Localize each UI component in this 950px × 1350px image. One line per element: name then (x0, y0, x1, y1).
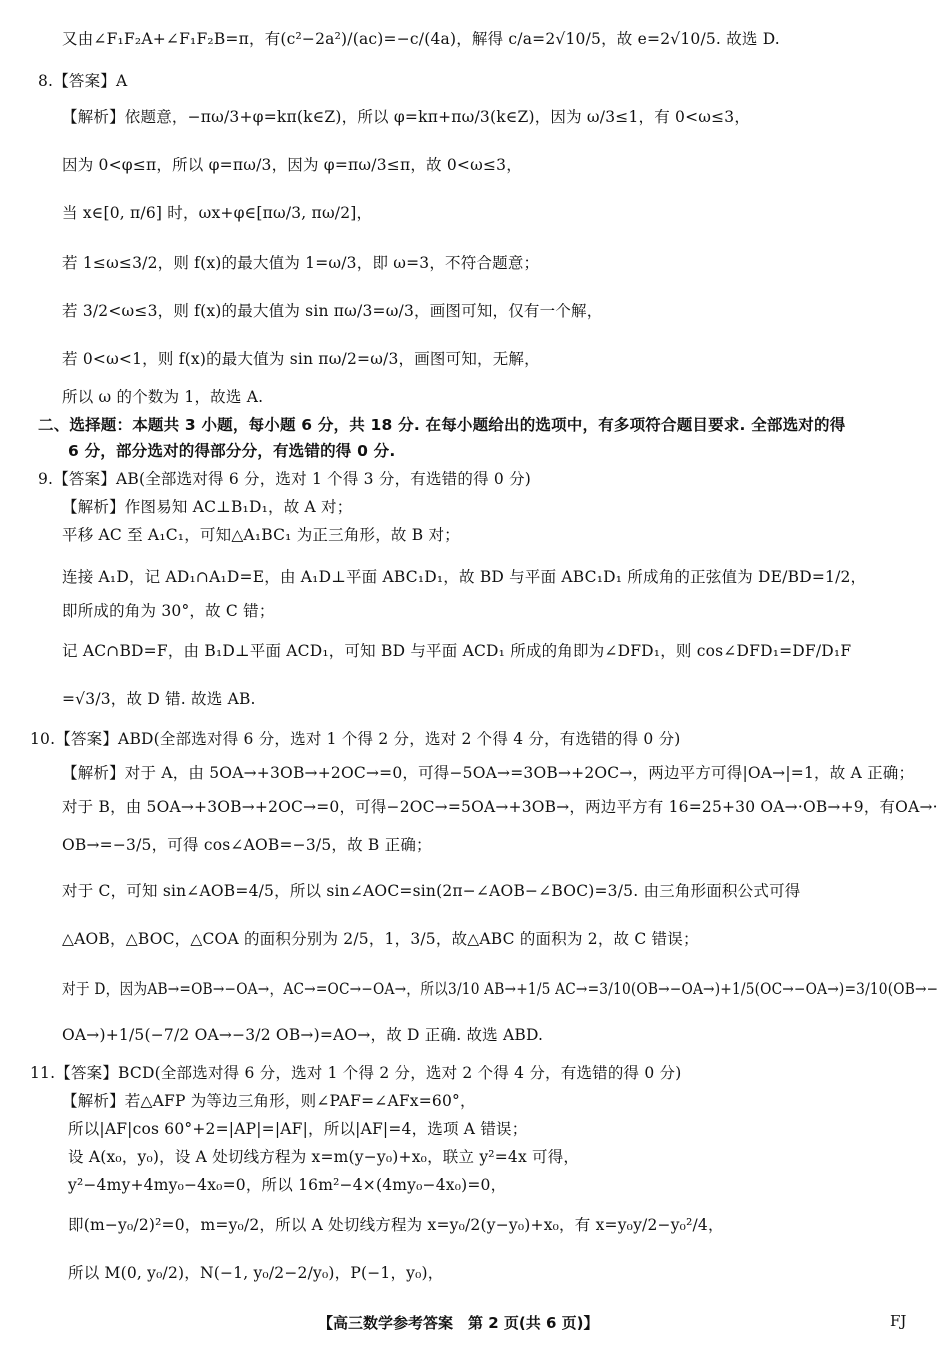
text-line: 若 0<ω<1，则 f(x)的最大值为 sin πω/2=ω/3，画图可知，无解， (62, 350, 540, 368)
text-line: 若 1≤ω≤3/2，则 f(x)的最大值为 1=ω/3，即 ω=3，不符合题意； (62, 254, 540, 272)
text-line: 当 x∈[0, π/6] 时，ωx+φ∈[πω/3, πω/2]， (62, 204, 373, 222)
text-line: △AOB，△BOC，△COA 的面积分别为 2/5，1，3/5，故△ABC 的面积为 2，故 C 错误； (62, 930, 699, 948)
text-line: 【解析】对于 A，由 5OA→+3OB→+2OC→=0，可得−5OA→=3OB→+2OC→，两边平方可得|OA→|=1，故 A 正确； (62, 764, 915, 782)
text-line: 【解析】作图易知 AC⊥B₁D₁，故 A 对； (62, 498, 353, 516)
text-line: 所以 ω 的个数为 1，故选 A. (62, 388, 264, 406)
text-line: 【解析】若△AFP 为等边三角形，则∠PAF=∠AFx=60°， (62, 1092, 476, 1110)
answer-heading-8: 8.【答案】A (38, 72, 128, 90)
text-line: 对于 D，因为AB→=OB→−OA→，AC→=OC→−OA→，所以3/10 AB→+1/5 AC→=3/10(OB→−OA→)+1/5(OC→−OA→)=3/10(OB→− (62, 980, 939, 998)
footer-page-info: 【高三数学参考答案 第 2 页(共 6 页)】 (318, 1314, 599, 1332)
section-heading: 二、选择题：本题共 3 小题，每小题 6 分，共 18 分. 在每小题给出的选项中，有多项符合题目要求. 全部选对的得 (38, 416, 846, 434)
answer-heading-11: 11.【答案】BCD(全部选对得 6 分，选对 1 个得 2 分，选对 2 个得 4 分，有选错的得 0 分) (30, 1064, 682, 1082)
text-line: 平移 AC 至 A₁C₁，可知△A₁BC₁ 为正三角形，故 B 对； (62, 526, 460, 544)
text-line: =√3/3，故 D 错. 故选 AB. (62, 690, 256, 708)
text-line: 若 3/2<ω≤3，则 f(x)的最大值为 sin πω/3=ω/3，画图可知，仅有一个解， (62, 302, 603, 320)
text-line: 即(m−y₀/2)²=0，m=y₀/2，所以 A 处切线方程为 x=y₀/2(y−y₀)+x₀，有 x=y₀y/2−y₀²/4， (68, 1216, 724, 1234)
section-heading-cont: 6 分，部分选对的得部分分，有选错的得 0 分. (68, 442, 396, 460)
text-line: OB→=−3/5，可得 cos∠AOB=−3/5，故 B 正确； (62, 836, 432, 854)
footer-code: FJ (890, 1312, 907, 1330)
text-line: 对于 C，可知 sin∠AOB=4/5，所以 sin∠AOC=sin(2π−∠AOB−∠BOC)=3/5. 由三角形面积公式可得 (62, 882, 801, 900)
text-line: 所以|AF|cos 60°+2=|AP|=|AF|，所以|AF|=4，选项 A 错误； (68, 1120, 528, 1138)
text-line: 即所成的角为 30°，故 C 错； (62, 602, 275, 620)
answer-heading-10: 10.【答案】ABD(全部选对得 6 分，选对 1 个得 2 分，选对 2 个得 4 分，有选错的得 0 分) (30, 730, 681, 748)
text-line: 连接 A₁D，记 AD₁∩A₁D=E，由 A₁D⊥平面 ABC₁D₁，故 BD 与平面 ABC₁D₁ 所成角的正弦值为 DE/BD=1/2， (62, 568, 867, 586)
text-line: 记 AC∩BD=F，由 B₁D⊥平面 ACD₁，可知 BD 与平面 ACD₁ 所成的角即为∠DFD₁，则 cos∠DFD₁=DF/D₁F (62, 642, 852, 660)
text-line: y²−4my+4my₀−4x₀=0，所以 16m²−4×(4my₀−4x₀)=0， (68, 1176, 507, 1194)
text-line: 又由∠F₁F₂A+∠F₁F₂B=π，有(c²−2a²)/(ac)=−c/(4a)，解得 c/a=2√10/5，故 e=2√10/5. 故选 D. (62, 30, 780, 48)
text-line: 【解析】依题意，−πω/3+φ=kπ(k∈Z)，所以 φ=kπ+πω/3(k∈Z)，因为 ω/3≤1，有 0<ω≤3， (62, 108, 751, 126)
text-line: 因为 0<φ≤π，所以 φ=πω/3，因为 φ=πω/3≤π，故 0<ω≤3， (62, 156, 522, 174)
text-line: OA→)+1/5(−7/2 OA→−3/2 OB→)=AO→，故 D 正确. 故选 ABD. (62, 1026, 544, 1044)
text-line: 设 A(x₀，y₀)，设 A 处切线方程为 x=m(y−y₀)+x₀，联立 y²=4x 可得， (68, 1148, 580, 1166)
text-line: 所以 M(0, y₀/2)，N(−1, y₀/2−2/y₀)，P(−1，y₀)， (68, 1264, 444, 1282)
text-line: 对于 B，由 5OA→+3OB→+2OC→=0，可得−2OC→=5OA→+3OB→，两边平方有 16=25+30 OA→·OB→+9，有OA→· (62, 798, 938, 816)
answer-heading-9: 9.【答案】AB(全部选对得 6 分，选对 1 个得 3 分，有选错的得 0 分) (38, 470, 532, 488)
